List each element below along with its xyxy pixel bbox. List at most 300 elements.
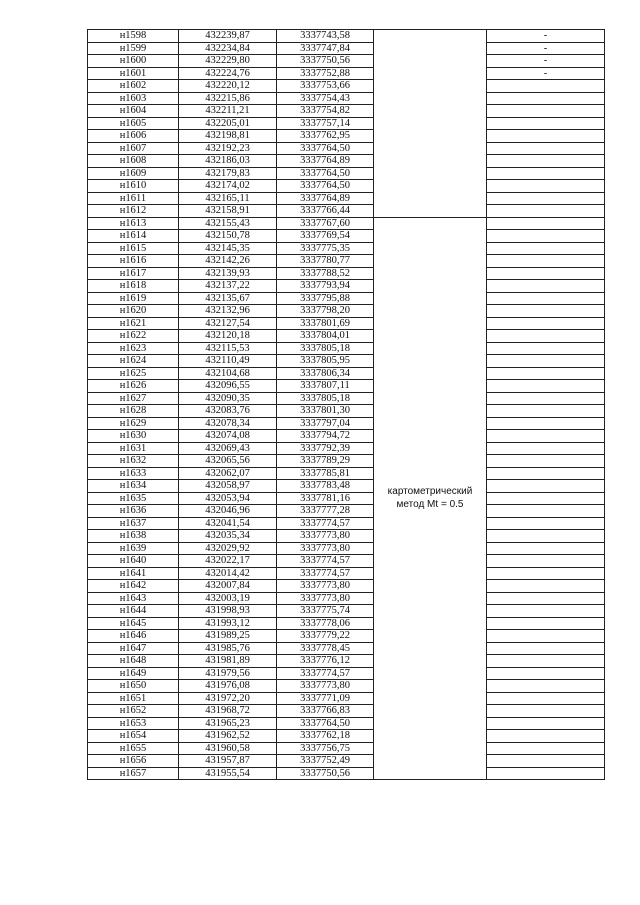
- x-coordinate-cell: 431981,89: [179, 655, 277, 668]
- table-row: [88, 742, 605, 755]
- y-coordinate-cell: 3337795,88: [277, 292, 374, 305]
- point-id-cell: н1605: [88, 117, 179, 130]
- note-cell: [487, 655, 605, 668]
- x-coordinate-cell: 432215,86: [179, 92, 277, 105]
- table-row: [88, 667, 605, 680]
- x-coordinate-cell: 431962,52: [179, 730, 277, 743]
- table-row: [88, 517, 605, 530]
- x-coordinate-cell: 432110,49: [179, 355, 277, 368]
- y-coordinate-cell: 3337805,18: [277, 342, 374, 355]
- y-coordinate-cell: 3337764,50: [277, 167, 374, 180]
- table-row: [88, 617, 605, 630]
- point-id-cell: н1643: [88, 592, 179, 605]
- table-row: [88, 242, 605, 255]
- point-id-cell: н1651: [88, 692, 179, 705]
- x-coordinate-cell: 432174,02: [179, 180, 277, 193]
- table-row: [88, 505, 605, 518]
- point-id-cell: н1639: [88, 542, 179, 555]
- note-cell: [487, 105, 605, 118]
- x-coordinate-cell: 432035,34: [179, 530, 277, 543]
- table-row: [88, 142, 605, 155]
- point-id-cell: н1613: [88, 217, 179, 230]
- note-cell: [487, 567, 605, 580]
- table-row: [88, 680, 605, 693]
- x-coordinate-cell: 432179,83: [179, 167, 277, 180]
- point-id-cell: н1619: [88, 292, 179, 305]
- note-cell: [487, 505, 605, 518]
- table-row: [88, 117, 605, 130]
- y-coordinate-cell: 3337767,60: [277, 217, 374, 230]
- note-cell: [487, 367, 605, 380]
- table-row: [88, 155, 605, 168]
- note-cell: [487, 492, 605, 505]
- y-coordinate-cell: 3337783,48: [277, 480, 374, 493]
- note-cell: [487, 242, 605, 255]
- x-coordinate-cell: 432046,96: [179, 505, 277, 518]
- point-id-cell: н1636: [88, 505, 179, 518]
- note-cell: -: [487, 55, 605, 68]
- note-cell: [487, 167, 605, 180]
- note-cell: [487, 267, 605, 280]
- x-coordinate-cell: 432074,08: [179, 430, 277, 443]
- y-coordinate-cell: 3337754,82: [277, 105, 374, 118]
- table-row: [88, 180, 605, 193]
- x-coordinate-cell: 431989,25: [179, 630, 277, 643]
- x-coordinate-cell: 432078,34: [179, 417, 277, 430]
- note-cell: [487, 192, 605, 205]
- note-cell: [487, 467, 605, 480]
- table-row: [88, 67, 605, 80]
- note-cell: [487, 342, 605, 355]
- point-id-cell: н1656: [88, 755, 179, 768]
- point-id-cell: н1633: [88, 467, 179, 480]
- note-cell: [487, 542, 605, 555]
- x-coordinate-cell: 432090,35: [179, 392, 277, 405]
- y-coordinate-cell: 3337753,66: [277, 80, 374, 93]
- note-cell: [487, 555, 605, 568]
- point-id-cell: н1622: [88, 330, 179, 343]
- note-cell: [487, 317, 605, 330]
- x-coordinate-cell: 432239,87: [179, 30, 277, 43]
- note-cell: [487, 180, 605, 193]
- y-coordinate-cell: 3337777,28: [277, 505, 374, 518]
- y-coordinate-cell: 3337752,88: [277, 67, 374, 80]
- note-cell: [487, 405, 605, 418]
- table-row: [88, 167, 605, 180]
- table-row: [88, 292, 605, 305]
- y-coordinate-cell: 3337780,77: [277, 255, 374, 268]
- note-cell: [487, 680, 605, 693]
- point-id-cell: н1644: [88, 605, 179, 618]
- table-row: [88, 467, 605, 480]
- point-id-cell: н1614: [88, 230, 179, 243]
- table-row: [88, 367, 605, 380]
- y-coordinate-cell: 3337762,95: [277, 130, 374, 143]
- note-cell: [487, 730, 605, 743]
- point-id-cell: н1629: [88, 417, 179, 430]
- note-cell: [487, 330, 605, 343]
- table-row: [88, 430, 605, 443]
- point-id-cell: н1598: [88, 30, 179, 43]
- table-row: [88, 30, 605, 43]
- x-coordinate-cell: 431998,93: [179, 605, 277, 618]
- note-cell: [487, 292, 605, 305]
- table-row: [88, 405, 605, 418]
- x-coordinate-cell: 432062,07: [179, 467, 277, 480]
- note-cell: [487, 380, 605, 393]
- y-coordinate-cell: 3337797,04: [277, 417, 374, 430]
- point-id-cell: н1618: [88, 280, 179, 293]
- x-coordinate-cell: 432069,43: [179, 442, 277, 455]
- point-id-cell: н1642: [88, 580, 179, 593]
- table-row: [88, 692, 605, 705]
- y-coordinate-cell: 3337789,29: [277, 455, 374, 468]
- note-cell: [487, 592, 605, 605]
- point-id-cell: н1608: [88, 155, 179, 168]
- point-id-cell: н1635: [88, 492, 179, 505]
- y-coordinate-cell: 3337774,57: [277, 667, 374, 680]
- y-coordinate-cell: 3337774,57: [277, 517, 374, 530]
- y-coordinate-cell: 3337764,50: [277, 180, 374, 193]
- note-cell: [487, 442, 605, 455]
- y-coordinate-cell: 3337805,95: [277, 355, 374, 368]
- note-cell: [487, 230, 605, 243]
- note-cell: [487, 255, 605, 268]
- table-row: [88, 605, 605, 618]
- method-cell: [374, 30, 487, 218]
- point-id-cell: н1599: [88, 42, 179, 55]
- note-cell: [487, 630, 605, 643]
- note-cell: [487, 280, 605, 293]
- y-coordinate-cell: 3337792,39: [277, 442, 374, 455]
- x-coordinate-cell: 432104,68: [179, 367, 277, 380]
- point-id-cell: н1625: [88, 367, 179, 380]
- y-coordinate-cell: 3337762,18: [277, 730, 374, 743]
- table-row: [88, 555, 605, 568]
- y-coordinate-cell: 3337773,80: [277, 680, 374, 693]
- table-row: [88, 730, 605, 743]
- point-id-cell: н1612: [88, 205, 179, 218]
- table-row: [88, 630, 605, 643]
- table-row: [88, 380, 605, 393]
- y-coordinate-cell: 3337798,20: [277, 305, 374, 318]
- point-id-cell: н1610: [88, 180, 179, 193]
- table-row: [88, 342, 605, 355]
- note-cell: [487, 642, 605, 655]
- y-coordinate-cell: 3337788,52: [277, 267, 374, 280]
- x-coordinate-cell: 431965,23: [179, 717, 277, 730]
- table-row: [88, 230, 605, 243]
- note-cell: [487, 692, 605, 705]
- point-id-cell: н1655: [88, 742, 179, 755]
- x-coordinate-cell: 432205,01: [179, 117, 277, 130]
- table-row: [88, 255, 605, 268]
- note-cell: [487, 80, 605, 93]
- x-coordinate-cell: 432083,76: [179, 405, 277, 418]
- x-coordinate-cell: 432155,43: [179, 217, 277, 230]
- point-id-cell: н1630: [88, 430, 179, 443]
- x-coordinate-cell: 432211,21: [179, 105, 277, 118]
- x-coordinate-cell: 432053,94: [179, 492, 277, 505]
- x-coordinate-cell: 432120,18: [179, 330, 277, 343]
- table-row: [88, 305, 605, 318]
- y-coordinate-cell: 3337775,74: [277, 605, 374, 618]
- table-row: [88, 130, 605, 143]
- x-coordinate-cell: 432186,03: [179, 155, 277, 168]
- note-cell: [487, 517, 605, 530]
- x-coordinate-cell: 432198,81: [179, 130, 277, 143]
- note-cell: [487, 217, 605, 230]
- point-id-cell: н1631: [88, 442, 179, 455]
- y-coordinate-cell: 3337801,69: [277, 317, 374, 330]
- x-coordinate-cell: 432014,42: [179, 567, 277, 580]
- x-coordinate-cell: 432145,35: [179, 242, 277, 255]
- point-id-cell: н1615: [88, 242, 179, 255]
- note-cell: [487, 305, 605, 318]
- x-coordinate-cell: 432234,84: [179, 42, 277, 55]
- x-coordinate-cell: 432150,78: [179, 230, 277, 243]
- point-id-cell: н1601: [88, 67, 179, 80]
- note-cell: [487, 580, 605, 593]
- table-row: [88, 580, 605, 593]
- table-row: [88, 355, 605, 368]
- y-coordinate-cell: 3337764,89: [277, 155, 374, 168]
- note-cell: [487, 455, 605, 468]
- x-coordinate-cell: 432220,12: [179, 80, 277, 93]
- point-id-cell: н1649: [88, 667, 179, 680]
- point-id-cell: н1611: [88, 192, 179, 205]
- x-coordinate-cell: 432132,96: [179, 305, 277, 318]
- x-coordinate-cell: 432142,26: [179, 255, 277, 268]
- x-coordinate-cell: 432007,84: [179, 580, 277, 593]
- point-id-cell: н1654: [88, 730, 179, 743]
- y-coordinate-cell: 3337774,57: [277, 555, 374, 568]
- table-row: [88, 480, 605, 493]
- table-row: [88, 655, 605, 668]
- table-row: [88, 217, 605, 230]
- y-coordinate-cell: 3337773,80: [277, 592, 374, 605]
- x-coordinate-cell: 432065,56: [179, 455, 277, 468]
- y-coordinate-cell: 3337764,89: [277, 192, 374, 205]
- table-row: [88, 80, 605, 93]
- point-id-cell: н1653: [88, 717, 179, 730]
- point-id-cell: н1609: [88, 167, 179, 180]
- table-row: [88, 92, 605, 105]
- note-cell: [487, 117, 605, 130]
- point-id-cell: н1638: [88, 530, 179, 543]
- y-coordinate-cell: 3337774,57: [277, 567, 374, 580]
- point-id-cell: н1641: [88, 567, 179, 580]
- y-coordinate-cell: 3337750,56: [277, 55, 374, 68]
- y-coordinate-cell: 3337801,30: [277, 405, 374, 418]
- x-coordinate-cell: 432139,93: [179, 267, 277, 280]
- y-coordinate-cell: 3337778,45: [277, 642, 374, 655]
- table-row: [88, 455, 605, 468]
- table-row: [88, 205, 605, 218]
- x-coordinate-cell: 432022,17: [179, 555, 277, 568]
- note-cell: [487, 667, 605, 680]
- x-coordinate-cell: 432158,91: [179, 205, 277, 218]
- x-coordinate-cell: 431955,54: [179, 767, 277, 780]
- x-coordinate-cell: 431968,72: [179, 705, 277, 718]
- x-coordinate-cell: 431993,12: [179, 617, 277, 630]
- point-id-cell: н1637: [88, 517, 179, 530]
- note-cell: [487, 205, 605, 218]
- point-id-cell: н1603: [88, 92, 179, 105]
- table-row: [88, 567, 605, 580]
- table-row: [88, 417, 605, 430]
- table-row: [88, 192, 605, 205]
- x-coordinate-cell: 431976,08: [179, 680, 277, 693]
- x-coordinate-cell: 431957,87: [179, 755, 277, 768]
- x-coordinate-cell: 432115,53: [179, 342, 277, 355]
- x-coordinate-cell: 432127,54: [179, 317, 277, 330]
- y-coordinate-cell: 3337776,12: [277, 655, 374, 668]
- y-coordinate-cell: 3337750,56: [277, 767, 374, 780]
- note-cell: [487, 142, 605, 155]
- table-row: [88, 280, 605, 293]
- table-row: [88, 105, 605, 118]
- table-row: [88, 767, 605, 780]
- y-coordinate-cell: 3337806,34: [277, 367, 374, 380]
- point-id-cell: н1634: [88, 480, 179, 493]
- note-cell: [487, 605, 605, 618]
- y-coordinate-cell: 3337781,16: [277, 492, 374, 505]
- table-row: [88, 317, 605, 330]
- point-id-cell: н1621: [88, 317, 179, 330]
- point-id-cell: н1657: [88, 767, 179, 780]
- note-cell: [487, 705, 605, 718]
- point-id-cell: н1632: [88, 455, 179, 468]
- point-id-cell: н1652: [88, 705, 179, 718]
- y-coordinate-cell: 3337773,80: [277, 580, 374, 593]
- table-row: [88, 492, 605, 505]
- note-cell: [487, 430, 605, 443]
- point-id-cell: н1640: [88, 555, 179, 568]
- y-coordinate-cell: 3337771,09: [277, 692, 374, 705]
- y-coordinate-cell: 3337807,11: [277, 380, 374, 393]
- y-coordinate-cell: 3337766,83: [277, 705, 374, 718]
- y-coordinate-cell: 3337779,22: [277, 630, 374, 643]
- point-id-cell: н1628: [88, 405, 179, 418]
- point-id-cell: н1650: [88, 680, 179, 693]
- note-cell: -: [487, 42, 605, 55]
- table-row: [88, 705, 605, 718]
- point-id-cell: н1645: [88, 617, 179, 630]
- x-coordinate-cell: 432135,67: [179, 292, 277, 305]
- note-cell: [487, 617, 605, 630]
- y-coordinate-cell: 3337764,50: [277, 717, 374, 730]
- y-coordinate-cell: 3337769,54: [277, 230, 374, 243]
- point-id-cell: н1617: [88, 267, 179, 280]
- x-coordinate-cell: 432058,97: [179, 480, 277, 493]
- note-cell: [487, 92, 605, 105]
- point-id-cell: н1604: [88, 105, 179, 118]
- point-id-cell: н1627: [88, 392, 179, 405]
- x-coordinate-cell: 432224,76: [179, 67, 277, 80]
- point-id-cell: н1623: [88, 342, 179, 355]
- method-cell: картометрический метод Mt = 0.5: [374, 217, 487, 780]
- point-id-cell: н1646: [88, 630, 179, 643]
- y-coordinate-cell: 3337775,35: [277, 242, 374, 255]
- table-row: [88, 442, 605, 455]
- note-cell: [487, 417, 605, 430]
- point-id-cell: н1626: [88, 380, 179, 393]
- x-coordinate-cell: 432137,22: [179, 280, 277, 293]
- note-cell: [487, 717, 605, 730]
- y-coordinate-cell: 3337757,14: [277, 117, 374, 130]
- x-coordinate-cell: 431972,20: [179, 692, 277, 705]
- y-coordinate-cell: 3337773,80: [277, 542, 374, 555]
- note-cell: -: [487, 67, 605, 80]
- table-row: [88, 717, 605, 730]
- point-id-cell: н1606: [88, 130, 179, 143]
- note-cell: [487, 480, 605, 493]
- y-coordinate-cell: 3337793,94: [277, 280, 374, 293]
- table-row: [88, 592, 605, 605]
- point-id-cell: н1602: [88, 80, 179, 93]
- x-coordinate-cell: 432096,55: [179, 380, 277, 393]
- table-row: [88, 392, 605, 405]
- y-coordinate-cell: 3337747,84: [277, 42, 374, 55]
- y-coordinate-cell: 3337743,58: [277, 30, 374, 43]
- note-cell: [487, 155, 605, 168]
- note-cell: [487, 392, 605, 405]
- coordinates-table: [87, 29, 605, 780]
- table-row: [88, 530, 605, 543]
- note-cell: -: [487, 30, 605, 43]
- x-coordinate-cell: 432041,54: [179, 517, 277, 530]
- y-coordinate-cell: 3337756,75: [277, 742, 374, 755]
- table-row: [88, 642, 605, 655]
- point-id-cell: н1624: [88, 355, 179, 368]
- y-coordinate-cell: 3337804,01: [277, 330, 374, 343]
- note-cell: [487, 755, 605, 768]
- x-coordinate-cell: 432165,11: [179, 192, 277, 205]
- note-cell: [487, 767, 605, 780]
- table-row: [88, 755, 605, 768]
- x-coordinate-cell: 432229,80: [179, 55, 277, 68]
- y-coordinate-cell: 3337778,06: [277, 617, 374, 630]
- x-coordinate-cell: 431979,56: [179, 667, 277, 680]
- y-coordinate-cell: 3337754,43: [277, 92, 374, 105]
- y-coordinate-cell: 3337773,80: [277, 530, 374, 543]
- x-coordinate-cell: 431960,58: [179, 742, 277, 755]
- note-cell: [487, 130, 605, 143]
- table-row: [88, 267, 605, 280]
- table-row: [88, 42, 605, 55]
- table-row: [88, 55, 605, 68]
- x-coordinate-cell: 431985,76: [179, 642, 277, 655]
- y-coordinate-cell: 3337766,44: [277, 205, 374, 218]
- y-coordinate-cell: 3337785,81: [277, 467, 374, 480]
- point-id-cell: н1648: [88, 655, 179, 668]
- note-cell: [487, 355, 605, 368]
- x-coordinate-cell: 432192,23: [179, 142, 277, 155]
- note-cell: [487, 742, 605, 755]
- note-cell: [487, 530, 605, 543]
- y-coordinate-cell: 3337805,18: [277, 392, 374, 405]
- point-id-cell: н1600: [88, 55, 179, 68]
- x-coordinate-cell: 432003,19: [179, 592, 277, 605]
- point-id-cell: н1607: [88, 142, 179, 155]
- y-coordinate-cell: 3337794,72: [277, 430, 374, 443]
- point-id-cell: н1620: [88, 305, 179, 318]
- coordinates-table-body: [88, 30, 605, 780]
- point-id-cell: н1647: [88, 642, 179, 655]
- point-id-cell: н1616: [88, 255, 179, 268]
- x-coordinate-cell: 432029,92: [179, 542, 277, 555]
